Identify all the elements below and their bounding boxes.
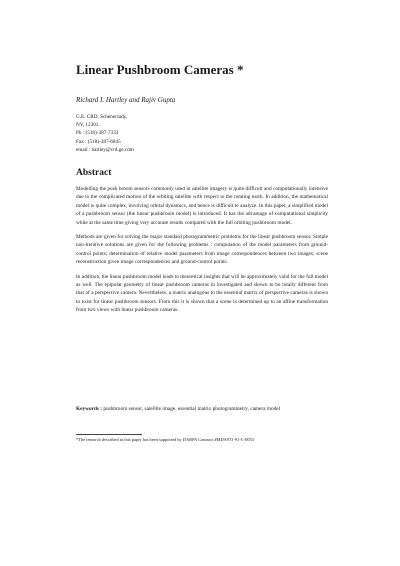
affiliation-line: Ph : (518)-387-7333: [76, 130, 119, 137]
affiliation-block: [76, 113, 134, 154]
paper-authors: Richard I. Hartley and Rajiv Gupta: [76, 96, 176, 104]
affiliation-line: Fax : (518)-387-6845: [76, 138, 121, 145]
abstract-paragraph: Methods are given for solving the major standard photogrammetric problems for the linear pushbroom sensor. Simple non-iterative solutions are given for the following problems : computation of the model parameters from ground-control points; determination of relative model parameters from image correspondences between two images; scene reconstruction given image correspondences and ground-control points.: [76, 234, 328, 266]
abstract-paragraph: In addition, the linear pushbroom model leads to theoretical insights that will be approximately valid for the full model as well. The epipolar geometry of linear pushbroom cameras in investigated and shown to be totally different from that of a perspective camera. Nevertheless, a matrix analogous to the essential matrix of perspective cameras is shown to exist for linear pushbroom sensors. From this it is shown that a scene is determined up to an affine transformation from two views with linear pushbroom cameras.: [76, 273, 328, 314]
footnote: *The research described in this paper has been supported by DARPA Contract #MDA972-91-C-0053: [76, 437, 254, 442]
keywords-text: pushbroom sensor, satellite image, essential matrix photogrammetry, camera model: [103, 406, 281, 412]
footnote-rule: [76, 434, 142, 435]
affiliation-line: email : hartley@crd.ge.com: [76, 146, 134, 153]
affiliation-line: G.E. CRD, Schenectady,: [76, 114, 128, 120]
affiliation-line: NY, 12301.: [76, 122, 100, 129]
abstract-paragraph: Modelling the push broom sensors commonly used in satellite imagery is quite difficult and computationally intensive due to the complicated motion of the orbiting satellite with respect to the rotating earth. In addition, the mathematical model is quite complex, involving orbital dynamics, and hence is difficult to analyze. In this paper, a simplified model of a pushbroom sensor (the linear pushbroom model) is introduced. It has the advantage of computational simplicity while at the same time giving very accurate results compared with the full orbiting pushbroom model.: [76, 186, 328, 226]
paper-title: Linear Pushbroom Cameras *: [76, 62, 244, 77]
abstract-heading: Abstract: [76, 168, 112, 178]
keywords-line: [76, 405, 328, 413]
keywords-label: Keywords :: [76, 406, 103, 412]
abstract-body: [76, 185, 328, 321]
